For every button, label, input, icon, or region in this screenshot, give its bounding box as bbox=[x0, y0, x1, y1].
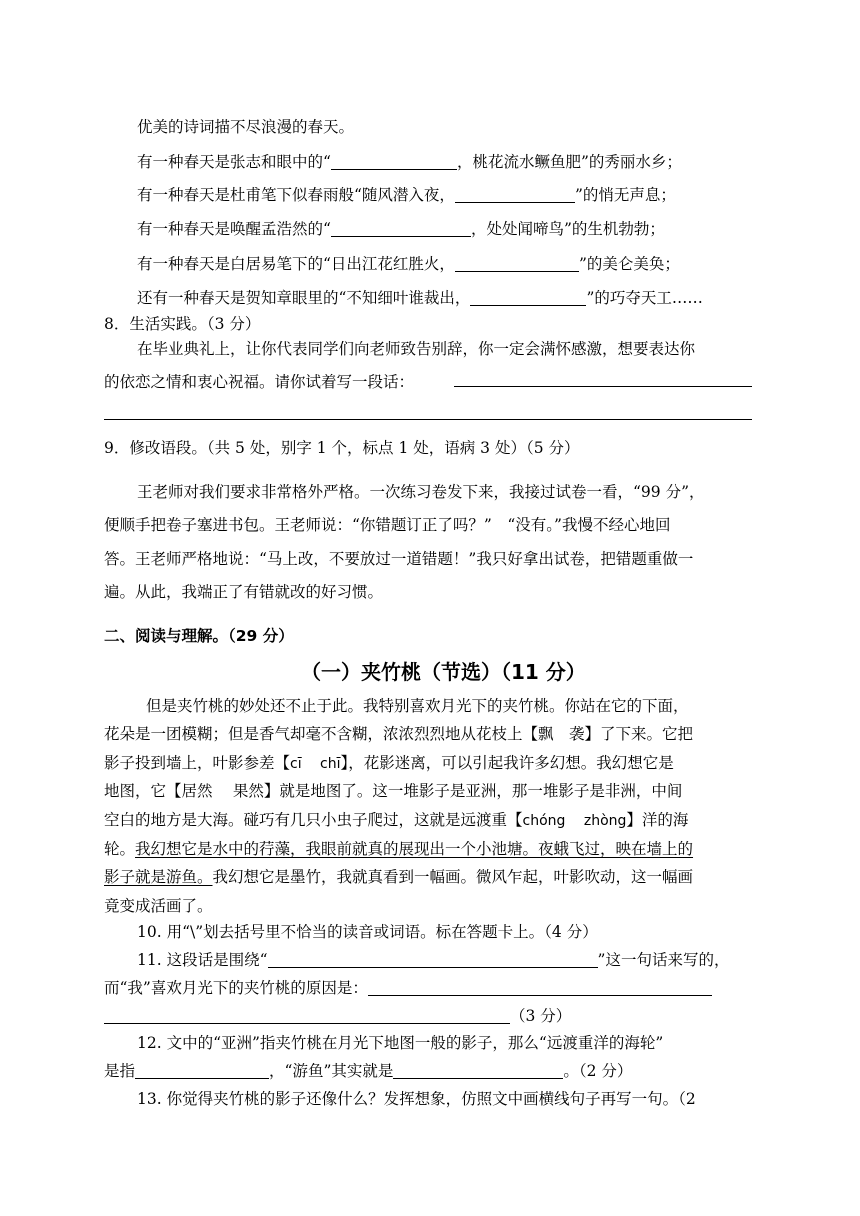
q9-paragraph-3: 答。王老师严格地说：“马上改，不要放过一道错题！”我只好拿出试卷，把错题重做一 bbox=[104, 550, 694, 568]
poem-line-4 bbox=[137, 254, 680, 274]
poem-blank-5[interactable] bbox=[470, 291, 586, 306]
poem-line-2-text-a: 有一种春天是杜甫笔下似春雨般“随风潜入夜， bbox=[137, 186, 455, 204]
passage-line-7-text-b: 我幻想它是墨竹，我就真看到一幅画。微风乍起，叶影吹动，这一幅画 bbox=[212, 868, 694, 886]
q8-answer-blank-2[interactable] bbox=[104, 419, 752, 420]
q8-paragraph-2-text: 的依恋之情和衷心祝福。请你试着写一段话： bbox=[104, 373, 415, 391]
q8-answer-blank-1[interactable] bbox=[454, 386, 752, 387]
q9-paragraph-2: 便顺手把卷子塞进书包。王老师说：“你错题订正了吗？” “没有。”我慢不经心地回 bbox=[104, 516, 671, 534]
pinyin-ci-chi: cī chī bbox=[290, 756, 341, 772]
poem-line-5 bbox=[137, 288, 703, 308]
underlined-sentence-part-2: 影子就是游鱼。 bbox=[104, 868, 213, 886]
poem-blank-2[interactable] bbox=[455, 188, 575, 203]
passage-line-8: 竟变成活画了。 bbox=[104, 897, 213, 915]
q9-paragraph-1: 王老师对我们要求非常格外严格。一次练习卷发下来，我接过试卷一看，“99 分”， bbox=[137, 483, 705, 501]
poem-blank-4[interactable] bbox=[455, 257, 579, 272]
q11-text-b: ”这一句话来写的， bbox=[597, 951, 730, 969]
poem-line-3-text-b: ，处处闻啼鸟”的生机勃勃； bbox=[470, 220, 665, 238]
passage-line-3 bbox=[104, 753, 674, 774]
poem-line-2-text-b: ”的悄无声息； bbox=[574, 186, 676, 204]
q12-text-b: 是指 bbox=[104, 1062, 136, 1080]
passage-line-5-text-a: 空白的地方是大海。碰巧有几只小虫子爬过，这就是远渡重【 bbox=[104, 811, 523, 829]
q12-blank-2[interactable] bbox=[393, 1064, 563, 1079]
q8-heading: 8．生活实践。（3 分） bbox=[104, 315, 261, 333]
q11-blank-1[interactable] bbox=[268, 953, 598, 968]
poem-line-1-text-b: ，桃花流水鳜鱼肥”的秀丽水乡； bbox=[456, 153, 682, 171]
q12-blank-1[interactable] bbox=[135, 1064, 269, 1079]
q11-blank-3[interactable] bbox=[104, 1009, 510, 1024]
poem-line-5-text-a: 还有一种春天是贺知章眼里的“不知细叶谁裁出， bbox=[137, 289, 471, 307]
q12-text-c: ，“游鱼”其实就是 bbox=[269, 1062, 394, 1080]
q9-paragraph-4: 遍。从此，我端正了有错就改的好习惯。 bbox=[104, 583, 384, 601]
poem-line-2 bbox=[137, 185, 676, 205]
poem-line-3 bbox=[137, 219, 665, 239]
underlined-sentence-part-1: 我幻想它是水中的荇藻，我眼前就真的展现出一个小池塘。夜蛾飞过，映在墙上的 bbox=[135, 840, 694, 858]
poem-line-4-text-a: 有一种春天是白居易笔下的“日出江花红胜火， bbox=[137, 255, 455, 273]
passage-line-2: 花朵是一团模糊；但是香气却毫不含糊，浓浓烈烈地从花枝上【飘 袭】了下来。它把 bbox=[104, 725, 694, 743]
passage-line-3-text-a: 影子投到墙上，叶影参差【 bbox=[104, 754, 291, 772]
q10: 10. 用“\”划去括号里不恰当的读音或词语。标在答题卡上。（4 分） bbox=[137, 923, 598, 941]
poem-intro: 优美的诗词描不尽浪漫的春天。 bbox=[137, 118, 355, 136]
q11-line-2 bbox=[104, 978, 712, 998]
q11-text-a: 11. 这段话是围绕“ bbox=[137, 951, 268, 969]
passage-line-4: 地图，它【居然 果然】就是地图了。这一堆影子是亚洲，那一堆影子是非洲，中间 bbox=[104, 782, 683, 800]
q11-line-1 bbox=[137, 950, 729, 970]
q11-text-d: （3 分） bbox=[510, 1007, 572, 1025]
q11-blank-2[interactable] bbox=[368, 981, 712, 996]
q8-paragraph-2 bbox=[104, 372, 414, 392]
passage-line-3-text-b: 】，花影迷离，可以引起我许多幻想。我幻想它是 bbox=[340, 754, 674, 772]
q12-line-2 bbox=[104, 1061, 632, 1081]
poem-line-1 bbox=[137, 152, 682, 172]
q11-line-3 bbox=[104, 1006, 571, 1026]
poem-line-4-text-b: ”的美仑美奂； bbox=[578, 255, 680, 273]
passage-title: （一）夹竹桃（节选）（11 分） bbox=[301, 660, 586, 684]
poem-line-1-text-a: 有一种春天是张志和眼中的“ bbox=[137, 153, 331, 171]
poem-line-5-text-b: ”的巧夺天工…… bbox=[586, 289, 703, 307]
poem-blank-1[interactable] bbox=[331, 155, 457, 170]
q11-text-c: 而“我”喜欢月光下的夹竹桃的原因是： bbox=[104, 979, 368, 997]
section-2-heading: 二、阅读与理解。（29 分） bbox=[104, 627, 294, 645]
poem-blank-3[interactable] bbox=[331, 222, 471, 237]
q9-heading: 9．修改语段。（共 5 处，别字 1 个，标点 1 处，语病 3 处）（5 分） bbox=[104, 439, 580, 457]
poem-line-3-text-a: 有一种春天是唤醒孟浩然的“ bbox=[137, 220, 331, 238]
passage-line-7 bbox=[104, 867, 693, 887]
passage-line-6 bbox=[104, 839, 693, 859]
passage-line-6-text-a: 轮。 bbox=[104, 840, 136, 858]
passage-line-1: 但是夹竹桃的妙处还不止于此。我特别喜欢月光下的夹竹桃。你站在它的下面， bbox=[146, 697, 689, 715]
passage-line-5 bbox=[104, 810, 688, 831]
q12-text-d: 。（2 分） bbox=[563, 1062, 633, 1080]
passage-line-5-text-b: 】洋的海 bbox=[626, 811, 689, 829]
q8-paragraph-1: 在毕业典礼上，让你代表同学们向老师致告别辞，你一定会满怀感激，想要表达你 bbox=[137, 340, 696, 358]
pinyin-chong-zhong: chóng zhòng bbox=[522, 813, 627, 829]
q12-line-1: 12. 文中的“亚洲”指夹竹桃在月光下地图一般的影子，那么“远渡重洋的海轮” bbox=[137, 1034, 664, 1052]
q13: 13. 你觉得夹竹桃的影子还像什么？发挥想象，仿照文中画横线句子再写一句。（2 bbox=[137, 1090, 696, 1108]
